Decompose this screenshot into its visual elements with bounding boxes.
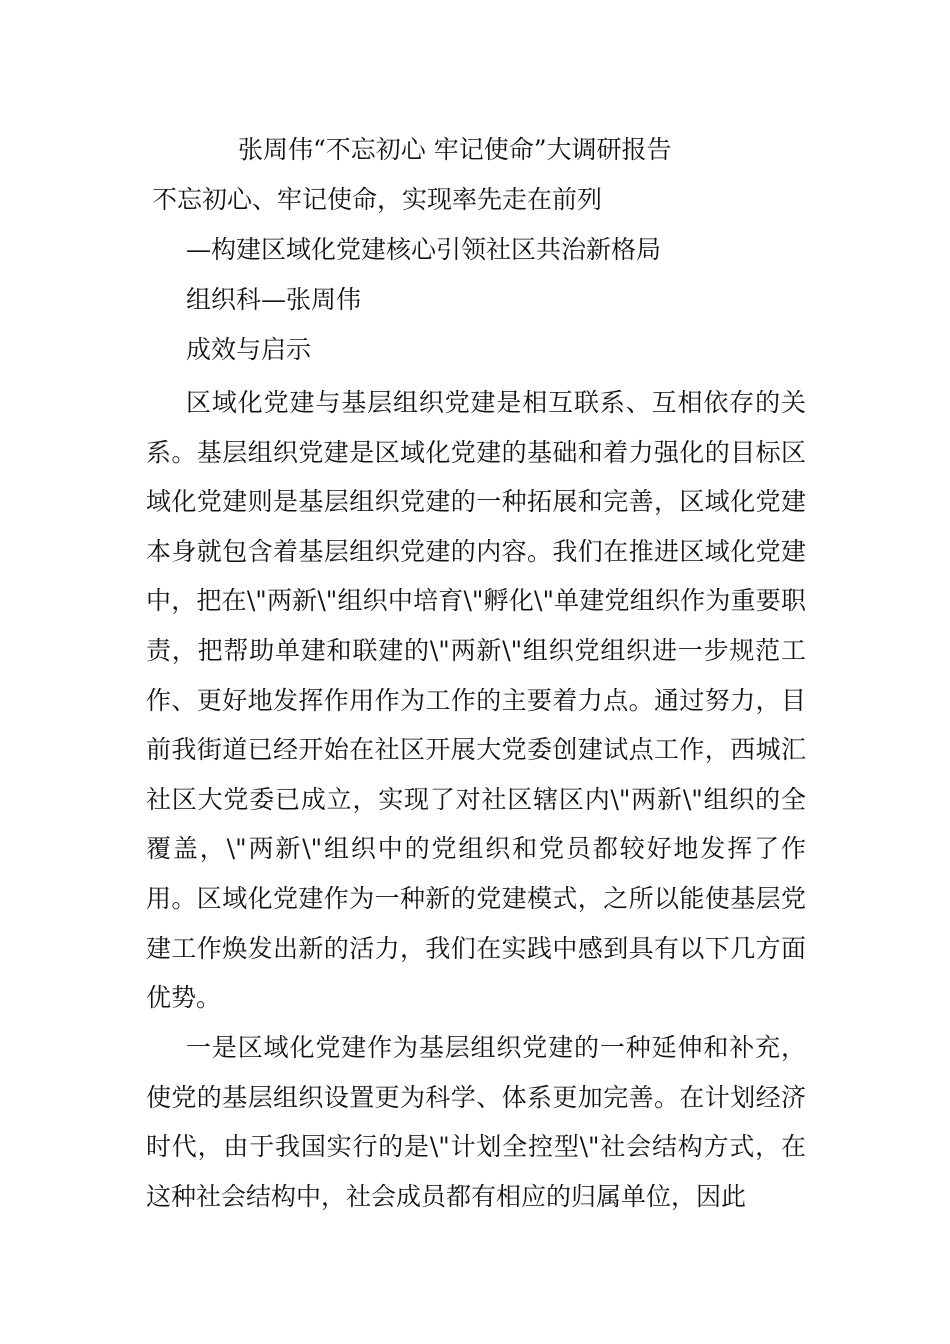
document-subtitle-secondary: —构建区域化党建核心引领社区共治新格局: [186, 235, 662, 264]
document-title: 张周伟“不忘初心 牢记使命”大调研报告: [238, 135, 672, 164]
document-subtitle: 不忘初心、牢记使命，实现率先走在前列: [152, 185, 603, 214]
section-heading: 成效与启示: [186, 335, 312, 364]
body-paragraph-1: 区域化党建与基层组织党建是相互联系、互相依存的关系。基层组织党建是区域化党建的基础和着力强化的目标区域化党建则是基层组织党建的一种拓展和完善，区域化党建本身就包含着基层组织党建的内容。我们在推进区域化党建中，把在\"两新\"组织中培育\"孵化\"单建党组织作为重要职责，把帮助单建和联建的\"两新\"组织党组织进一步规范工作、更好地发挥作用作为工作的主要着力点。通过努力，目前我街道已经开始在社区开展大党委创建试点工作，西城汇社区大党委已成立，实现了对社区辖区内\"两新\"组织的全覆盖，\"两新\"组织中的党组织和党员都较好地发挥了作用。区域化党建作为一种新的党建模式，之所以能使基层党建工作焕发出新的活力，我们在实践中感到具有以下几方面优势。: [146, 388, 806, 1013]
body-paragraph-2: 一是区域化党建作为基层组织党建的一种延伸和补充，使党的基层组织设置更为科学、体系更加完善。在计划经济时代，由于我国实行的是\"计划全控型\"社会结构方式，在这种社会结构中，社会成员都有相应的归属单位，因此: [146, 1033, 806, 1211]
document-author: 组织科—张周伟: [186, 285, 362, 314]
